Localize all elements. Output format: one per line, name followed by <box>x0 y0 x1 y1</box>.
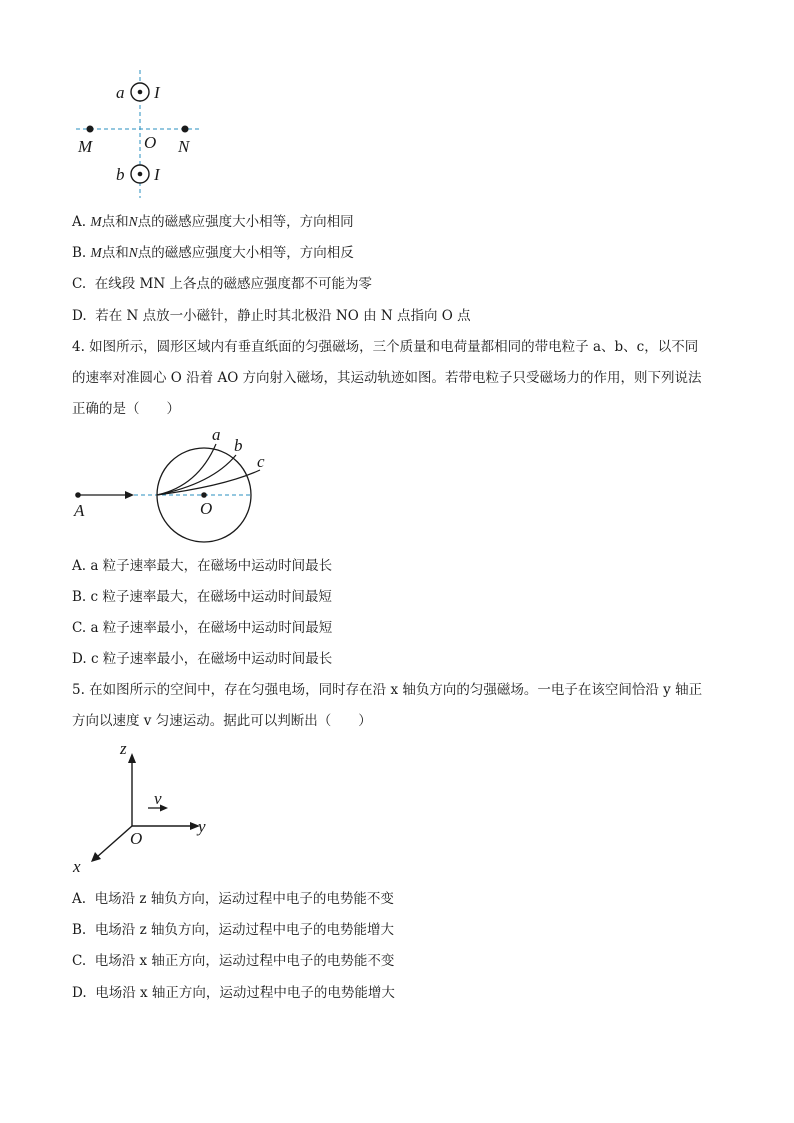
point-m <box>87 126 94 133</box>
q4-option-d: D. c 粒子速率最小，在磁场中运动时间最长 <box>72 651 333 667</box>
x-arrowhead <box>91 852 101 862</box>
label-traj-b: b <box>234 436 243 455</box>
label-x: x <box>73 857 81 876</box>
wire-a-dot <box>138 90 143 95</box>
figure-circular-field <box>70 424 280 546</box>
x-axis <box>97 826 132 857</box>
label-m: M <box>78 137 93 156</box>
q5-stem-line1: 5. 在如图所示的空间中，存在匀强电场，同时存在沿 x 轴负方向的匀强磁场。一电子在该空间恰沿 y 轴正 <box>72 682 703 698</box>
incoming-arrowhead <box>125 491 134 499</box>
q5-stem-line2: 方向以速度 v 匀速运动。据此可以判断出（ ） <box>72 713 372 729</box>
point-a-start <box>75 492 81 498</box>
label-origin-o: O <box>130 829 143 848</box>
center-o <box>201 492 207 498</box>
figure-wires-mon <box>70 68 210 200</box>
q3-option-b: B. M点和N点的磁感应强度大小相等，方向相反 <box>72 245 354 261</box>
q4-option-a: A. a 粒子速率最大，在磁场中运动时间最长 <box>72 558 333 574</box>
label-i-bottom: I <box>154 165 160 184</box>
q4-option-c: C. a 粒子速率最小，在磁场中运动时间最短 <box>72 620 333 636</box>
q3-option-a: A. M点和N点的磁感应强度大小相等，方向相同 <box>72 214 354 230</box>
label-traj-c: c <box>257 452 265 471</box>
label-point-a: A <box>74 501 85 520</box>
label-z: z <box>120 739 127 758</box>
q5-option-d: D. 电场沿 x 轴正方向，运动过程中电子的电势能增大 <box>72 985 395 1001</box>
label-i-top: I <box>154 83 160 102</box>
point-n <box>182 126 189 133</box>
figure-coordinate-axes <box>70 738 220 876</box>
label-n: N <box>178 137 190 156</box>
q4-stem-line3: 正确的是（ ） <box>72 401 180 417</box>
q5-option-a: A. 电场沿 z 轴负方向，运动过程中电子的电势能不变 <box>72 891 394 907</box>
q3-option-d: D. 若在 N 点放一小磁针，静止时其北极沿 NO 由 N 点指向 O 点 <box>72 308 471 324</box>
q5-option-c: C. 电场沿 x 轴正方向，运动过程中电子的电势能不变 <box>72 953 395 969</box>
label-a: a <box>116 83 125 102</box>
z-arrowhead <box>128 753 136 763</box>
q3-option-c: C. 在线段 MN 上各点的磁感应强度都不可能为零 <box>72 276 372 292</box>
label-b: b <box>116 165 125 184</box>
label-traj-a: a <box>212 425 221 444</box>
q4-stem-line1: 4. 如图所示，圆形区域内有垂直纸面的匀强磁场，三个质量和电荷量都相同的带电粒子 a、b、c，以不同 <box>72 339 699 355</box>
label-y: y <box>198 817 206 836</box>
q4-stem-line2: 的速率对准圆心 O 沿着 AO 方向射入磁场，其运动轨迹如图。若带电粒子只受磁场力的作用，则下列说法 <box>72 370 702 386</box>
q5-option-b: B. 电场沿 z 轴负方向，运动过程中电子的电势能增大 <box>72 922 395 938</box>
label-v: v <box>154 789 162 808</box>
label-o: O <box>144 133 157 152</box>
wire-b-dot <box>138 172 143 177</box>
label-center-o: O <box>200 499 213 518</box>
q4-option-b: B. c 粒子速率最大，在磁场中运动时间最短 <box>72 589 332 605</box>
